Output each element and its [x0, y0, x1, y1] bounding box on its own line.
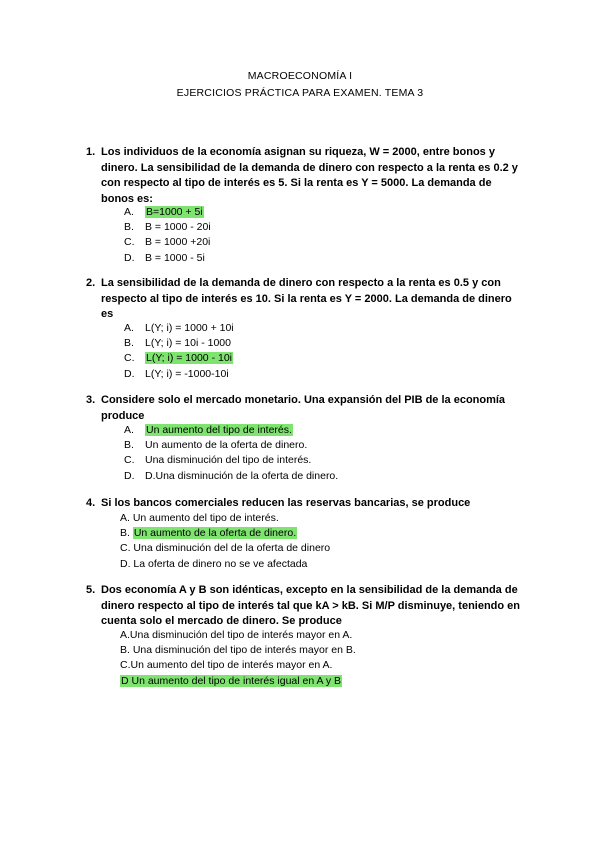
question-number: 4. [86, 497, 96, 509]
correct-answer-highlight: L(Y; i) = 1000 - 10i [146, 352, 232, 365]
options-list [120, 628, 356, 689]
question-number: 5. [86, 584, 96, 596]
option-d: D. D.Una disminución de la oferta de dinero. [124, 469, 339, 482]
option-b: B. Una disminución del tipo de interés mayor en B. [120, 644, 356, 657]
correct-answer-highlight: D Un aumento del tipo de interés igual en A y B [121, 674, 342, 687]
option-c: C. Una disminución del tipo de interés. [124, 454, 312, 467]
correct-answer-highlight: B=1000 + 5i [146, 206, 203, 218]
question-3 [86, 393, 526, 424]
option-a: A. Un aumento del tipo de interés. [124, 424, 292, 436]
options-list [124, 321, 234, 382]
option-c: C. B = 1000 +20i [124, 236, 211, 249]
options-list [124, 423, 338, 484]
option-a: A. Un aumento del tipo de interés. [120, 512, 279, 524]
option-c: C. Una disminución del de la oferta de dinero [120, 542, 331, 555]
document-title: MACROECONOMÍA I [247, 70, 353, 82]
option-a: A.Una disminución del tipo de interés mayor en A. [120, 629, 353, 641]
option-b: B. L(Y; i) = 10i - 1000 [124, 337, 231, 350]
options-list [124, 205, 211, 266]
option-c: C. L(Y; i) = 1000 - 10i [124, 352, 232, 365]
correct-answer-highlight: Un aumento del tipo de interés. [146, 424, 292, 436]
question-5 [86, 583, 526, 630]
option-b: B. Un aumento de la oferta de dinero. [120, 527, 297, 540]
option-a: A. L(Y; i) = 1000 + 10i [124, 322, 234, 334]
question-number: 1. [86, 146, 96, 158]
question-text: Si los bancos comerciales reducen las reservas bancarias, se produce [101, 497, 471, 509]
question-text: Dos economía A y B son idénticas, excepto en la sensibilidad de la demanda de dinero respecto al tipo de interés tal que kA > kB. Si M/P disminuye, teniendo en cuenta solo el mercado de dinero. Se produce [101, 584, 521, 627]
option-a: A. B=1000 + 5i [124, 206, 203, 218]
correct-answer-highlight: Un aumento de la oferta de dinero. [133, 527, 297, 540]
question-text: Considere solo el mercado monetario. Una expansión del PIB de la economía produce [101, 394, 506, 422]
option-b: B. Un aumento de la oferta de dinero. [124, 439, 308, 452]
question-text: La sensibilidad de la demanda de dinero con respecto a la renta es 0.5 y con respecto al tipo de interés es 10. Si la renta es Y = 2000. La demanda de dinero es [101, 277, 512, 320]
question-number: 3. [86, 394, 96, 406]
option-d [120, 674, 356, 689]
question-number: 2. [86, 277, 96, 289]
question-text: Los individuos de la economía asignan su riqueza, W = 2000, entre bonos y dinero. La sensibilidad de la demanda de dinero con respecto a la renta es 0.2 y con respecto al tipo de interés es 5. Si la renta es Y = 5000. La demanda de bonos es: [101, 146, 518, 205]
options-list [120, 511, 330, 572]
question-1 [86, 145, 526, 207]
option-d: D. B = 1000 - 5i [124, 251, 205, 264]
question-4 [86, 496, 526, 512]
option-d: D. L(Y; i) = -1000-10i [124, 367, 229, 380]
option-c: C.Un aumento del tipo de interés mayor en A. [120, 659, 333, 672]
option-b: B. B = 1000 - 20i [124, 221, 211, 234]
document-subtitle: EJERCICIOS PRÁCTICA PARA EXAMEN. TEMA 3 [176, 87, 424, 99]
option-d: D. La oferta de dinero no se ve afectada [120, 557, 308, 570]
question-2 [86, 276, 526, 323]
